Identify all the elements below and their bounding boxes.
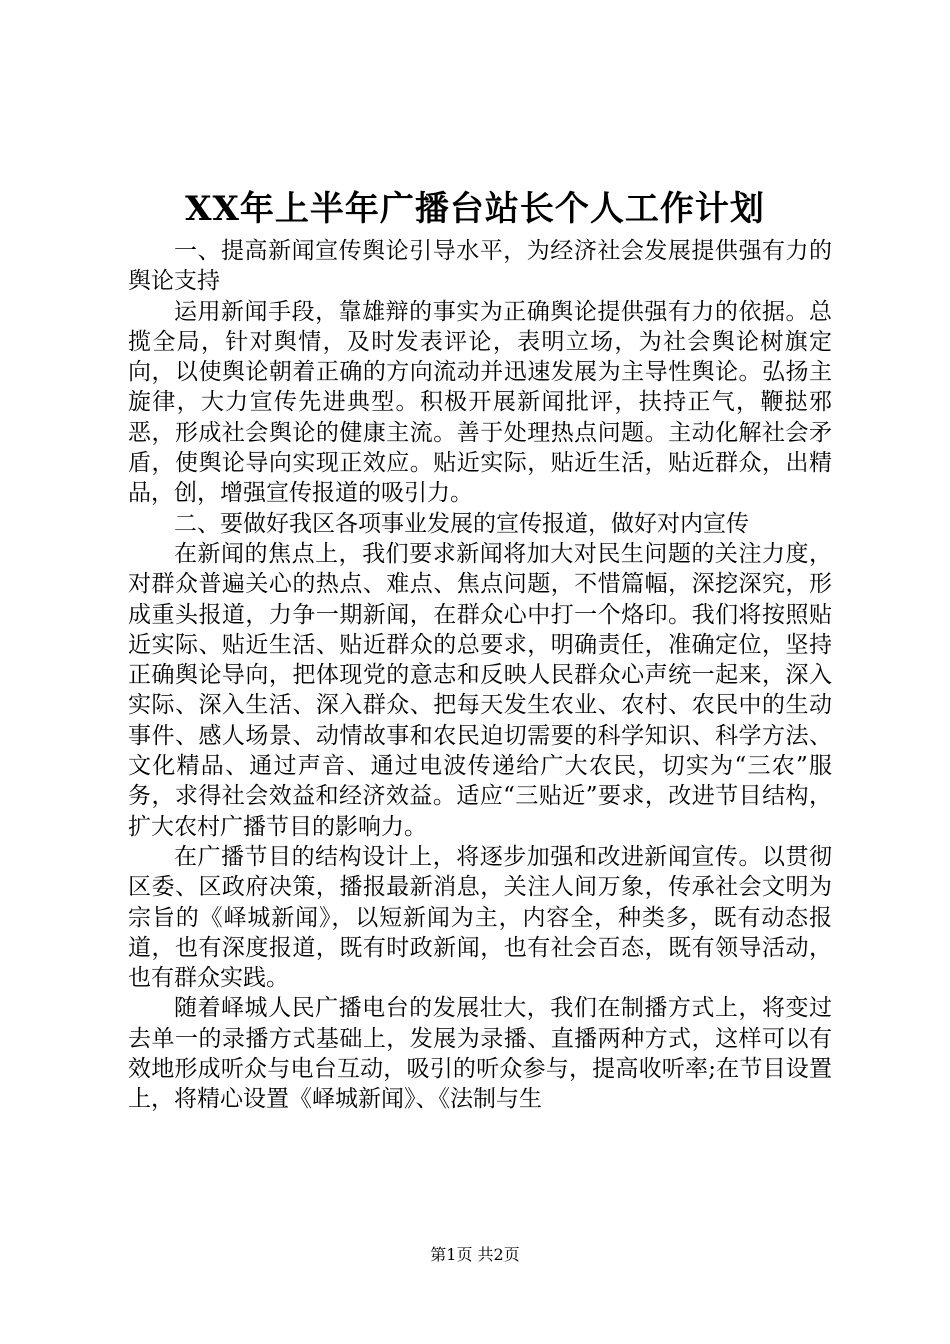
page-number-footer: 第1页 共2页 (430, 1245, 520, 1264)
section-heading-1: 一、提高新闻宣传舆论引导水平，为经济社会发展提供强有力的舆论支持 (128, 238, 832, 295)
document-title: XX年上半年广播台站长个人工作计划 (185, 189, 765, 229)
body-paragraph: 运用新闻手段，靠雄辩的事实为正确舆论提供强有力的依据。总揽全局，针对舆情，及时发表评论，表明立场，为社会舆论树旗定向，以使舆论朝着正确的方向流动并迅速发展为主导性舆论。弘扬主旋律，大力宣传先进典型。积极开展新闻批评，扶持正气，鞭挞邪恶，形成社会舆论的健康主流。善于处理热点问题。主动化解社会矛盾，使舆论导向实现正效应。贴近实际，贴近生活，贴近群众，出精品，创，增强宣传报道的吸引力。 (128, 298, 832, 507)
body-paragraph: 在新闻的焦点上，我们要求新闻将加大对民生问题的关注力度，对群众普遍关心的热点、难点、焦点问题，不惜篇幅，深挖深究，形成重头报道，力争一期新闻，在群众心中打一个烙印。我们将按照贴近实际、贴近生活、贴近群众的总要求，明确责任，准确定位，坚持正确舆论导向，把体现党的意志和反映人民群众心声统一起来，深入实际、深入生活、深入群众、把每天发生农业、农村、农民中的生动事件、感人场景、动情故事和农民迫切需要的科学知识、科学方法、文化精品、通过声音、通过电波传递给广大农民，切实为“三农”服务，求得社会效益和经济效益。适应“三贴近”要求，改进节目结构，扩大农村广播节目的影响力。 (128, 540, 832, 840)
section-heading-2: 二、要做好我区各项事业发展的宣传报道，做好对内宣传 (174, 510, 749, 537)
document-body (128, 236, 832, 1115)
body-paragraph: 随着峄城人民广播电台的发展壮大，我们在制播方式上，将变过去单一的录播方式基础上，发展为录播、直播两种方式，这样可以有效地形成听众与电台互动，吸引的听众参与，提高收听率;在节目设置上，将精心设置《峄城新闻》、《法制与生 (128, 995, 832, 1113)
body-paragraph: 在广播节目的结构设计上，将逐步加强和改进新闻宣传。以贯彻区委、区政府决策，播报最新消息，关注人间万象，传承社会文明为宗旨的《峄城新闻》，以短新闻为主，内容全，种类多，既有动态报道，也有深度报道，既有时政新闻，也有社会百态，既有领导活动，也有群众实践。 (128, 843, 832, 992)
